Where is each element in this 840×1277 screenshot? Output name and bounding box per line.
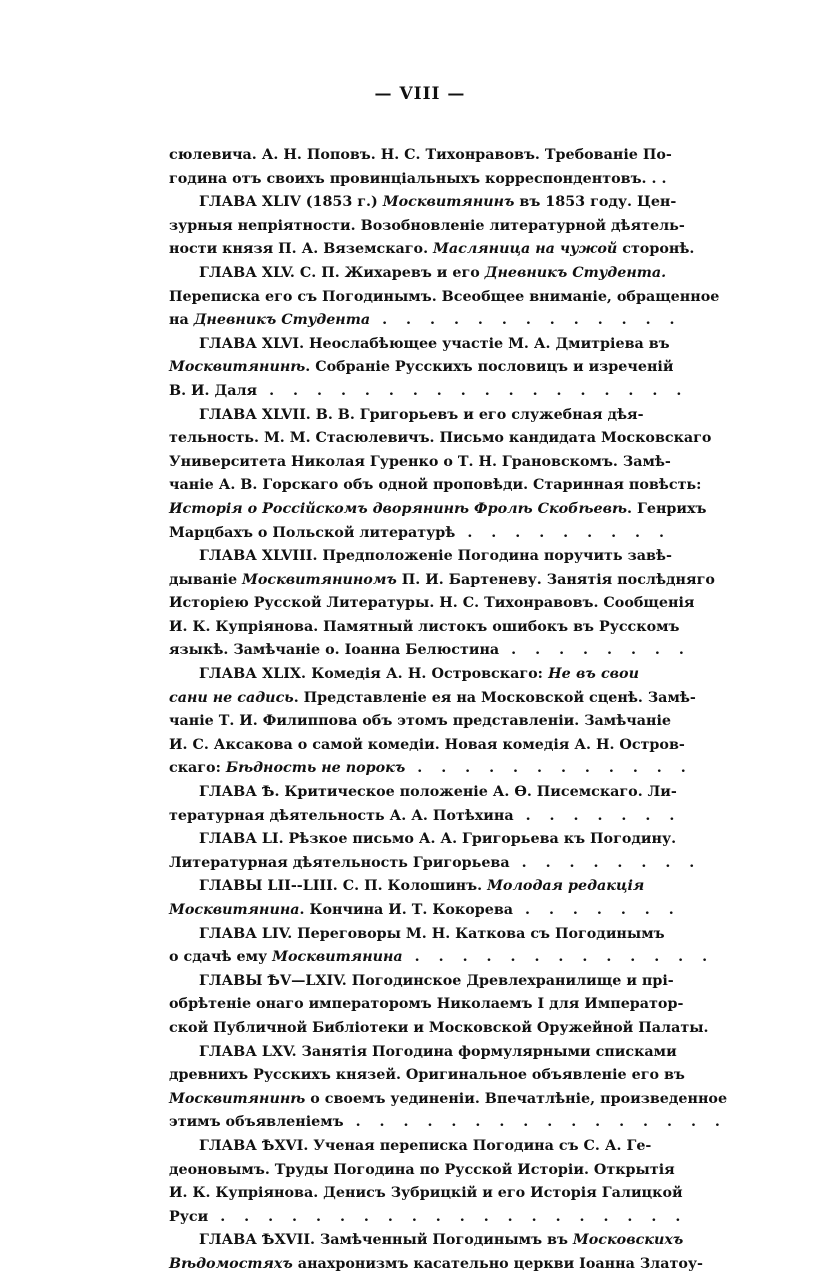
text-span: . Собраніе Русскихъ пословицъ и изреченій	[305, 359, 674, 376]
text-span: сторонѣ.	[617, 241, 695, 258]
text-span: Литературная дѣятельность Григорьева	[169, 854, 510, 871]
text-line	[169, 805, 682, 829]
text-line	[169, 333, 670, 357]
text-span: И. К. Купріянова. Денисъ Зубрицкій и его Исторія Галицкой	[169, 1185, 683, 1202]
text-line	[169, 1064, 685, 1088]
text-line	[169, 262, 667, 286]
dot-leader: . . . . . . . . .	[455, 524, 671, 541]
text-line	[169, 734, 685, 758]
text-span: зурныя непріятности. Возобновленіе литературной дѣятель-	[169, 217, 685, 234]
text-span: дываніе	[169, 571, 243, 588]
text-span: И. К. Купріянова. Памятный листокъ ошибокъ въ Русскомъ	[169, 618, 680, 635]
dot-leader: . . . . . . . .	[509, 854, 702, 871]
text-span: тельность. М. М. Стасюлевичъ. Письмо кандидата Московскаго	[169, 430, 712, 447]
text-line	[169, 191, 677, 215]
text-line	[169, 144, 672, 168]
italic-title-span: Молодая редакція	[487, 878, 645, 895]
text-span: ГЛАВА LIV. Переговоры М. Н. Каткова съ Погодинымъ	[199, 925, 665, 942]
table-of-contents-text	[169, 144, 728, 1277]
text-line	[169, 1111, 727, 1135]
italic-title-span: Не въ свои	[548, 666, 639, 683]
text-line	[169, 592, 695, 616]
italic-title-span: Москвитянинѣ	[169, 359, 306, 376]
text-span: тературная дѣятельность А. А. Потѣхина	[169, 807, 514, 824]
text-line	[169, 404, 644, 428]
text-span: скаго:	[169, 760, 226, 777]
text-line	[169, 522, 671, 546]
text-line	[169, 474, 702, 498]
text-span: ской Публичной Библіотеки и Московской Оружейной Палаты.	[169, 1019, 709, 1036]
text-span: . Генрихъ	[627, 500, 707, 517]
italic-title-span: Москвитянинѣ	[169, 1090, 306, 1107]
text-span: ГЛАВА XLVIII. Предположеніе Погодина поручить завѣ-	[199, 548, 672, 565]
text-span: В. И. Даля	[169, 382, 258, 399]
text-line	[169, 781, 677, 805]
italic-title-span: Дневникъ Студента	[193, 312, 371, 329]
dot-leader: . . . . . . . . . . . .	[405, 760, 693, 777]
text-span: въ 1853 году. Цен-	[514, 194, 677, 211]
text-span: ГЛАВА XLVI. Неослабѣющее участіе М. А. Дмитріева въ	[199, 335, 670, 352]
text-span: Университета Николая Гуренко о Т. Н. Грановскомъ. Замѣ-	[169, 453, 671, 470]
italic-title-span: Москвитянина	[169, 902, 300, 918]
text-line	[169, 427, 712, 451]
text-span: о своемъ уединеніи. Впечатлѣніе, произведенное	[305, 1090, 728, 1107]
text-line	[169, 356, 674, 380]
dot-leader: . . . . . . . . . . . . . . . .	[343, 1114, 727, 1131]
text-line	[169, 1135, 652, 1159]
text-span: П. И. Бартеневу. Занятія послѣдняго	[396, 571, 715, 588]
dot-leader: . . . . . . . . . . . . .	[370, 312, 682, 329]
text-span: ГЛАВА LI. Рѣзкое письмо А. А. Григорьева къ Погодину.	[199, 831, 677, 848]
text-line	[169, 1229, 684, 1253]
text-line	[169, 923, 665, 947]
italic-title-span: сани не садись	[169, 689, 294, 706]
text-line	[169, 1182, 683, 1206]
text-span: . Представленіе ея на Московской сценѣ. Замѣ-	[293, 689, 696, 706]
text-span: Переписка его съ Погодинымъ. Всеобщее вниманіе, обращенное	[169, 288, 720, 305]
text-line	[169, 852, 702, 876]
text-span: И. С. Аксакова о самой комедіи. Новая комедія А. Н. Остров-	[169, 736, 685, 753]
italic-title-span: Москвитянина	[272, 949, 403, 966]
text-span: деоновымъ. Труды Погодина по Русской Исторіи. Открытія	[169, 1161, 675, 1178]
text-line	[169, 309, 682, 333]
italic-title-span: Московскихъ	[572, 1232, 684, 1249]
text-line	[169, 1041, 677, 1065]
dot-leader: . . . . . . . . . . . . . . . . . . . .	[208, 1208, 688, 1225]
text-line	[169, 1253, 703, 1277]
text-span: анахронизмъ касательно церкви Іоанна Златоу-	[292, 1255, 703, 1272]
text-line	[169, 1159, 675, 1183]
text-line	[169, 899, 681, 923]
italic-title-span: Дневникъ Студента.	[484, 264, 667, 281]
italic-title-span: Исторія о Россійскомъ дворянинѣ Фролѣ Скобѣевѣ	[169, 500, 628, 517]
text-line	[169, 875, 645, 899]
text-span: сюлевича. А. Н. Поповъ. Н. С. Тихонравовъ. Требованіе По-	[169, 147, 672, 163]
text-span: обрѣтеніе онаго императоромъ Николаемъ I для Император-	[169, 996, 684, 1013]
dot-leader: . . . . . . .	[513, 902, 681, 918]
text-line	[169, 687, 696, 711]
text-span: древнихъ Русскихъ князей. Оригинальное объявленіе его въ	[169, 1067, 685, 1084]
text-line	[169, 970, 674, 994]
text-span: ГЛАВА LXV. Занятія Погодина формулярными списками	[199, 1043, 677, 1060]
text-line	[169, 1017, 709, 1041]
italic-title-span: Бѣдность не порокъ	[225, 760, 406, 777]
text-line	[169, 215, 685, 239]
text-span: ГЛАВА ѢXVI. Ученая переписка Погодина съ С. А. Ге-	[199, 1137, 652, 1154]
text-line	[169, 451, 671, 475]
text-span: ГЛАВЫ ѢV—LXIV. Погодинское Древлехранилище и прі-	[199, 972, 674, 989]
dot-leader: . . . . . . .	[513, 807, 682, 824]
text-span: ГЛАВА ѢXVII. Замѣченный Погодинымъ въ	[199, 1232, 573, 1249]
text-line	[169, 946, 715, 970]
dot-leader: . . . . . . . . . . . . .	[402, 949, 715, 966]
text-line	[169, 710, 671, 734]
text-line	[169, 1206, 688, 1230]
text-line	[169, 757, 693, 781]
text-span: языкѣ. Замѣчаніе о. Іоанна Белюстина	[169, 642, 500, 659]
page-number: — VIII —	[374, 84, 466, 104]
italic-title-span: Москвитянинъ	[382, 194, 515, 211]
text-span: ности князя П. А. Вяземскаго.	[169, 241, 434, 258]
text-span: ГЛАВА Ѣ. Критическое положеніе А. Ѳ. Писемскаго. Ли-	[199, 784, 677, 801]
text-span: на	[169, 312, 194, 329]
text-line	[169, 286, 720, 310]
text-span: година отъ своихъ провинціальныхъ корреспондентовъ. . .	[169, 170, 667, 187]
text-line	[169, 168, 667, 192]
text-line	[169, 545, 672, 569]
text-span: этимъ объявленіемъ	[169, 1114, 344, 1131]
text-span: чаніе Т. И. Филиппова объ этомъ представленіи. Замѣчаніе	[169, 713, 671, 730]
text-span: Марцбахъ о Польской литературѣ	[169, 524, 456, 541]
text-span: ГЛАВА XLIV (1853 г.)	[199, 194, 383, 211]
text-line	[169, 616, 680, 640]
text-line	[169, 993, 684, 1017]
text-span: Исторіею Русской Литературы. Н. С. Тихонравовъ. Сообщенія	[169, 595, 695, 612]
italic-title-span: Вѣдомостяхъ	[169, 1255, 293, 1272]
dot-leader: . . . . . . . . . . . . . . . . . .	[257, 382, 689, 399]
text-span: ГЛАВА XLIX. Комедія А. Н. Островскаго:	[199, 666, 549, 683]
text-line	[169, 663, 639, 687]
italic-title-span: Масляница на чужой	[433, 241, 618, 258]
text-span: о сдачѣ ему	[169, 949, 273, 966]
text-span: ГЛАВА XLVII. В. В. Григорьевъ и его служебная дѣя-	[199, 406, 644, 423]
text-line	[169, 238, 695, 262]
text-span: ГЛАВА XLV. С. П. Жихаревъ и его	[199, 264, 485, 281]
text-span: Руси	[169, 1208, 209, 1225]
text-line	[169, 1088, 728, 1112]
text-line	[169, 498, 707, 522]
dot-leader: . . . . . . . .	[499, 642, 691, 659]
text-line	[169, 380, 689, 404]
text-line	[169, 569, 715, 593]
text-line	[169, 639, 691, 663]
text-line	[169, 828, 677, 852]
text-span: . Кончина И. Т. Кокорева	[299, 902, 514, 918]
italic-title-span: Москвитяниномъ	[242, 571, 397, 588]
text-span: ГЛАВЫ LII--LIII. С. П. Колошинъ.	[199, 878, 488, 895]
text-span: чаніе А. В. Горскаго объ одной проповѣди. Старинная повѣсть:	[169, 477, 702, 494]
